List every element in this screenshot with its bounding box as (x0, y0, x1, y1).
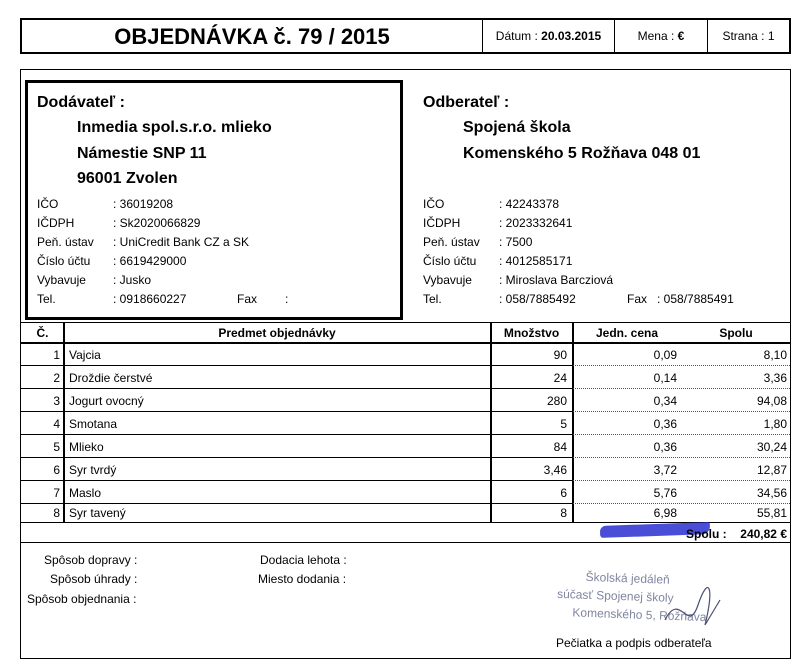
date-value: 20.03.2015 (541, 29, 602, 43)
supplier-heading: Dodávateľ : (37, 94, 125, 111)
supplier-label-bank: Peň. ústav (37, 235, 94, 249)
signature-icon (660, 580, 740, 640)
row-price: 6,98 (653, 506, 677, 520)
row-no: 1 (53, 348, 60, 362)
currency-value: € (677, 29, 685, 43)
row-qty: 5 (560, 417, 567, 431)
stamp-line2: súčasť Spojenej školy (556, 586, 674, 605)
row-item: Syr tavený (69, 506, 126, 520)
row-no: 3 (53, 394, 60, 408)
customer-value-handler: : Miroslava Barcziová (499, 273, 614, 287)
row-item: Maslo (69, 486, 102, 500)
row-item: Jogurt ovocný (69, 394, 144, 408)
customer-name: Spojená škola (463, 119, 571, 136)
row-qty: 3,46 (543, 463, 567, 477)
supplier-value-handler: : Jusko (113, 273, 152, 287)
page-cell (707, 20, 789, 52)
row-qty: 84 (553, 440, 567, 454)
order-header (20, 18, 791, 54)
customer-value-ico: : 42243378 (499, 197, 560, 211)
row-total: 3,36 (763, 371, 787, 385)
transport-label: Spôsob dopravy : (44, 553, 138, 567)
customer-label-account: Číslo účtu (423, 254, 477, 268)
col-header-price: Jedn. cena (595, 326, 659, 340)
supplier-name: Inmedia spol.s.r.o. mlieko (77, 119, 272, 136)
sum-label: Spolu : (686, 527, 727, 541)
col-header-qty: Množstvo (503, 326, 560, 340)
customer-value-account: : 4012585171 (499, 254, 573, 268)
customer-label-handler: Vybavuje (423, 273, 472, 287)
row-item: Vajcia (69, 348, 101, 362)
customer-fax-label: Fax (627, 292, 648, 306)
order-method-label: Spôsob objednania : (27, 592, 137, 606)
supplier-label-ico: IČO (37, 197, 59, 211)
currency-cell (614, 20, 707, 52)
supplier-city: 96001 Zvolen (77, 170, 178, 187)
row-price: 0,34 (653, 394, 677, 408)
row-no: 4 (53, 417, 60, 431)
row-price: 0,14 (653, 371, 677, 385)
page-label: Strana : (722, 29, 765, 43)
date-cell (482, 20, 614, 52)
row-qty: 24 (553, 371, 567, 385)
stamp-line3: Komenského 5, Rožňava (572, 605, 707, 625)
payment-label: Spôsob úhrady : (50, 572, 138, 586)
supplier-label-icdph: IČDPH (37, 216, 75, 230)
row-item: Mlieko (69, 440, 104, 454)
row-total: 1,80 (763, 417, 787, 431)
row-price: 3,72 (653, 463, 677, 477)
col-header-no: Č. (36, 326, 49, 340)
col-header-item: Predmet objednávky (218, 326, 336, 340)
customer-value-bank: : 7500 (499, 235, 533, 249)
row-qty: 6 (560, 486, 567, 500)
row-no: 2 (53, 371, 60, 385)
customer-label-bank: Peň. ústav (423, 235, 480, 249)
supplier-fax-value: : (285, 292, 289, 306)
supplier-street: Námestie SNP 11 (77, 145, 207, 162)
signature-label: Pečiatka a podpis odberateľa (556, 636, 712, 650)
col-header-total: Spolu (719, 326, 753, 340)
customer-address: Komenského 5 Rožňava 048 01 (463, 145, 701, 162)
row-item: Smotana (69, 417, 118, 431)
supplier-value-bank: : UniCredit Bank CZ a SK (113, 235, 250, 249)
stamp-line1: Školská jedáleň (585, 569, 670, 587)
customer-fax-value: : 058/7885491 (657, 292, 734, 306)
row-no: 5 (53, 440, 60, 454)
row-price: 0,09 (653, 348, 677, 362)
supplier-value-account: : 6619429000 (113, 254, 187, 268)
supplier-value-ico: : 36019208 (113, 197, 174, 211)
customer-label-icdph: IČDPH (423, 216, 461, 230)
row-no: 6 (53, 463, 60, 477)
sum-value: 240,82 € (740, 527, 787, 541)
row-no: 7 (53, 486, 60, 500)
row-qty: 280 (546, 394, 567, 408)
customer-label-ico: IČO (423, 197, 445, 211)
customer-heading: Odberateľ : (423, 94, 510, 111)
row-price: 5,76 (653, 486, 677, 500)
supplier-label-handler: Vybavuje (37, 273, 86, 287)
row-total: 12,87 (756, 463, 787, 477)
row-price: 0,36 (653, 417, 677, 431)
row-qty: 8 (560, 506, 567, 520)
customer-label-tel: Tel. (423, 292, 442, 306)
delivery-place-label: Miesto dodania : (258, 572, 347, 586)
row-total: 34,56 (756, 486, 787, 500)
row-price: 0,36 (653, 440, 677, 454)
row-item: Syr tvrdý (69, 463, 117, 477)
row-no: 8 (53, 506, 60, 520)
currency-label: Mena : (637, 29, 675, 43)
supplier-label-tel: Tel. (37, 292, 56, 306)
date-label: Dátum : (495, 29, 538, 43)
supplier-value-tel: : 0918660227 (113, 292, 187, 306)
supplier-fax-label: Fax (237, 292, 258, 306)
supplier-label-account: Číslo účtu (37, 254, 91, 268)
row-total: 8,10 (763, 348, 787, 362)
order-title: OBJEDNÁVKA č. 79 / 2015 (114, 24, 390, 49)
row-item: Droždie čerstvé (69, 371, 153, 385)
supplier-value-icdph: : Sk2020066829 (113, 216, 201, 230)
customer-value-icdph: : 2023332641 (499, 216, 573, 230)
page-value: 1 (767, 29, 775, 43)
row-total: 94,08 (756, 394, 787, 408)
row-total: 30,24 (756, 440, 787, 454)
row-total: 55,81 (756, 506, 787, 520)
row-qty: 90 (553, 348, 567, 362)
customer-value-tel: : 058/7885492 (499, 292, 576, 306)
delivery-time-label: Dodacia lehota : (260, 553, 347, 567)
